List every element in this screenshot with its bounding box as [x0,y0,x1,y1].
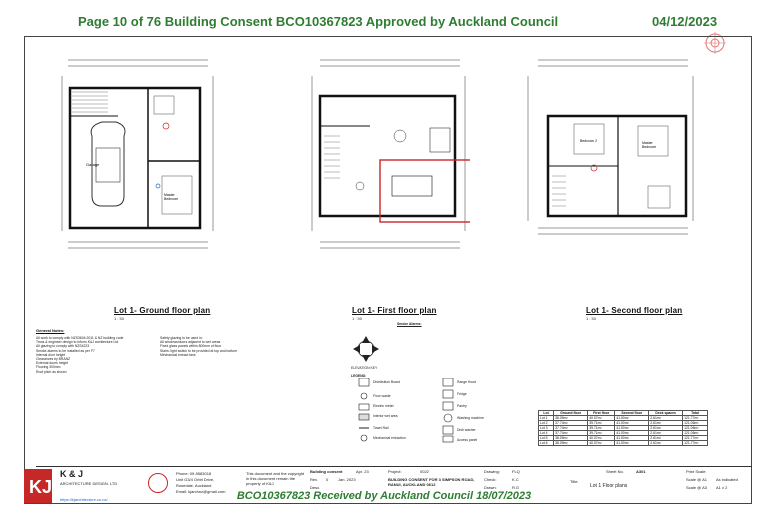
legend-item: Distribution Board [373,380,400,384]
drawing-value: FLQ [512,469,520,474]
svg-text:KJ: KJ [29,477,52,497]
area-table-header-cell: Deck spaces [649,411,683,416]
area-table-cell: 40.07m² [588,441,615,446]
legend-item: Towel Rail [373,426,389,430]
area-table [538,410,708,446]
page-header: Page 10 of 76 Building Consent BCO10367823 Approved by Auckland Council [78,14,559,29]
area-table-header-cell: First floor [588,411,615,416]
area-table-cell: 37.74m² [554,421,588,426]
area-table-header-cell: Second floor [615,411,649,416]
scale-a1-value: As indicated [716,477,738,482]
area-table-cell: 121.06m² [683,421,708,426]
note-line: All glazing to comply with NZS4223 [36,344,90,349]
general-notes [36,328,336,374]
address-line-1: Unit G3/4 Orbit Drive, [176,477,215,482]
area-table-cell: 2.61m² [649,441,683,446]
area-table-cell: 41.00m² [615,416,649,421]
drawing-label: Drawing: [484,469,500,474]
area-table-cell: 39.71m² [588,431,615,436]
note-line: Mechanical extract fans [160,352,196,357]
area-table-header-cell: Ground floor [554,411,588,416]
area-table-cell: 41.00m² [615,421,649,426]
plan-scale-ground: 1 : 50 [114,316,125,321]
note-line: Smoke alarms to be installed as per F7 [36,348,95,353]
area-table-cell: 2.61m² [649,421,683,426]
scale-a1-label: Scale @ A1 [686,477,707,482]
area-table-cell: 2.61m² [649,431,683,436]
note-line: Clearances by BRANZ [36,357,71,362]
note-line: All windows/doors adjacent to wet areas [160,340,221,345]
area-table-cell: Lot 2 [539,421,554,426]
area-table-cell: Lot 1 [539,416,554,421]
note-line: Flooring 300mm [36,365,61,370]
note-line: Safety glazing to be used in: [160,336,203,340]
ground-floor-plan-drawing [58,56,218,256]
area-table-cell: 121.06m² [683,426,708,431]
legend-item: Mechanical extraction [373,436,406,440]
area-table-cell: 41.00m² [615,436,649,441]
area-table-cell: 41.00m² [615,426,649,431]
status-date: Apr. 23 [356,469,369,474]
area-table-cell: 39.71m² [588,421,615,426]
project-name: BUILDING CONSENT FOR 3 SIMPSON ROAD, RANUI, AUCKLAND 0612 [388,477,475,487]
svg-text:Garage: Garage [86,162,100,167]
legend-item: Range Hood [457,380,477,384]
notes-column-2 [160,336,280,357]
project-label: Project: [388,469,402,474]
email: Email: kjarchnz@gmail.com [176,489,226,494]
rev-value: 0 [326,477,329,482]
company-website[interactable]: https://kjarchitecture.co.nz/ [60,497,108,502]
plan-scale-first: 1 : 50 [352,316,363,321]
legend-label: LEGEND: [351,374,367,378]
area-table-cell: Lot 5 [539,436,554,441]
area-table-cell: Lot 3 [539,426,554,431]
rev-date: Jan. 2023 [338,477,356,482]
phone: Phone: 09-5583018 [176,471,212,476]
area-table-cell: Lot 6 [539,441,554,446]
area-table-cell: 2.61m² [649,426,683,431]
desc-label: Desc. [310,485,321,490]
svg-text:Master: Master [642,141,653,145]
legend-panel [345,322,515,446]
legend-item: Access panel [457,438,478,442]
plan-title-ground: Lot 1- Ground floor plan [114,306,211,315]
note-line: Roof pitch as shown [36,369,67,374]
check-label: Check: [484,477,497,482]
print-scale-label: Print Scale: [686,469,707,474]
rev-label: Rev. [310,477,318,482]
plan-title-second: Lot 1- Second floor plan [586,306,683,315]
area-table-cell: 41.00m² [615,431,649,436]
legend-item: Dish washer [457,428,476,432]
company-name: K & J [60,469,84,479]
address-line-2: Rosedale, Auckland [176,483,212,488]
notes-column-1 [36,336,156,374]
drawn-value: R.G [512,485,520,490]
area-table-cell: 121.77m² [683,441,708,446]
received-stamp: BCO10367823 Received by Auckland Council 18/07/2023 [236,490,532,502]
note-line: External doors height [36,361,69,366]
header-date: 04/12/2023 [652,14,718,29]
area-table-cell: 39.71m² [588,426,615,431]
elevation-key-label: ELEVATION KEY [351,366,378,370]
copyright-notice: This document and the copyright in this document remain the property of K&J [246,471,305,486]
svg-text:Master: Master [164,193,175,197]
title-label: Title: [570,479,579,484]
legend-item: Fridge [457,392,467,396]
scale-a3-label: Scale @ A3 [686,485,707,490]
legend-symbols [355,378,455,444]
sheet-number: A301 [636,469,646,474]
note-line: Truss & engineer design to inform K&J architecture Ltd [36,340,119,345]
smoke-alarms-title: Smoke Alarms: [397,322,422,326]
note-line: Stairs: light switch to be provided at top and bottom [160,348,237,353]
status: Building consent [310,469,343,474]
svg-text:Bedroom: Bedroom [164,197,179,201]
note-line: Internal door height [36,352,66,357]
area-table-body [539,416,708,446]
area-table-cell: 38.09m² [554,416,588,421]
note-line: All work to comply with NZS3604:2011 & NZ building code [36,336,124,340]
legend-item: Interior wet area [373,414,398,418]
area-table-cell: 38.09m² [554,441,588,446]
project-number: 0022 [420,469,429,474]
area-table-cell: 121.77m² [683,436,708,441]
plan-scale-second: 1 : 50 [586,316,597,321]
drawn-label: Drawn: [484,485,497,490]
elevation-key-icon [351,334,381,364]
plan-title-first: Lot 1- First floor plan [352,306,437,315]
area-table-header-cell: Total [683,411,708,416]
area-table-cell: 37.74m² [554,426,588,431]
company-subtitle: ARCHITECTURE DESIGN. LTD [60,481,118,486]
area-table-cell: 38.09m² [554,436,588,441]
area-table-cell: 121.06m² [683,431,708,436]
svg-text:Bedroom: Bedroom [642,145,657,149]
area-table-cell: Lot 4 [539,431,554,436]
table-row [539,441,708,446]
scale-a3-value: A1 x 2 [716,485,728,490]
check-value: K.C [512,477,519,482]
area-table-cell: 40.07m² [588,436,615,441]
area-table-cell: 37.74m² [554,431,588,436]
legend-item: Pantry [457,404,467,408]
notes-heading: General Notes: [36,328,65,333]
area-table-cell: 2.61m² [649,416,683,421]
area-table-cell: 2.61m² [649,436,683,441]
svg-text:Bedroom 2: Bedroom 2 [580,139,598,143]
legend-item: Electric meter [373,404,394,408]
sheet-label: Sheet No. [606,469,624,474]
area-table-cell: 41.00m² [615,441,649,446]
area-table-header-cell: Lot [539,411,554,416]
second-floor-plan-drawing [518,56,698,256]
legend-item: Floor waste [373,394,391,398]
area-table-cell: 40.07m² [588,416,615,421]
sheet-title: Lot 1 Floor plans [590,483,628,489]
first-floor-plan-drawing [300,56,470,256]
legend-item: Washing machine [457,416,484,420]
note-line: Fixed glass panels within 800mm of floor [160,344,222,349]
area-table-cell: 121.77m² [683,416,708,421]
